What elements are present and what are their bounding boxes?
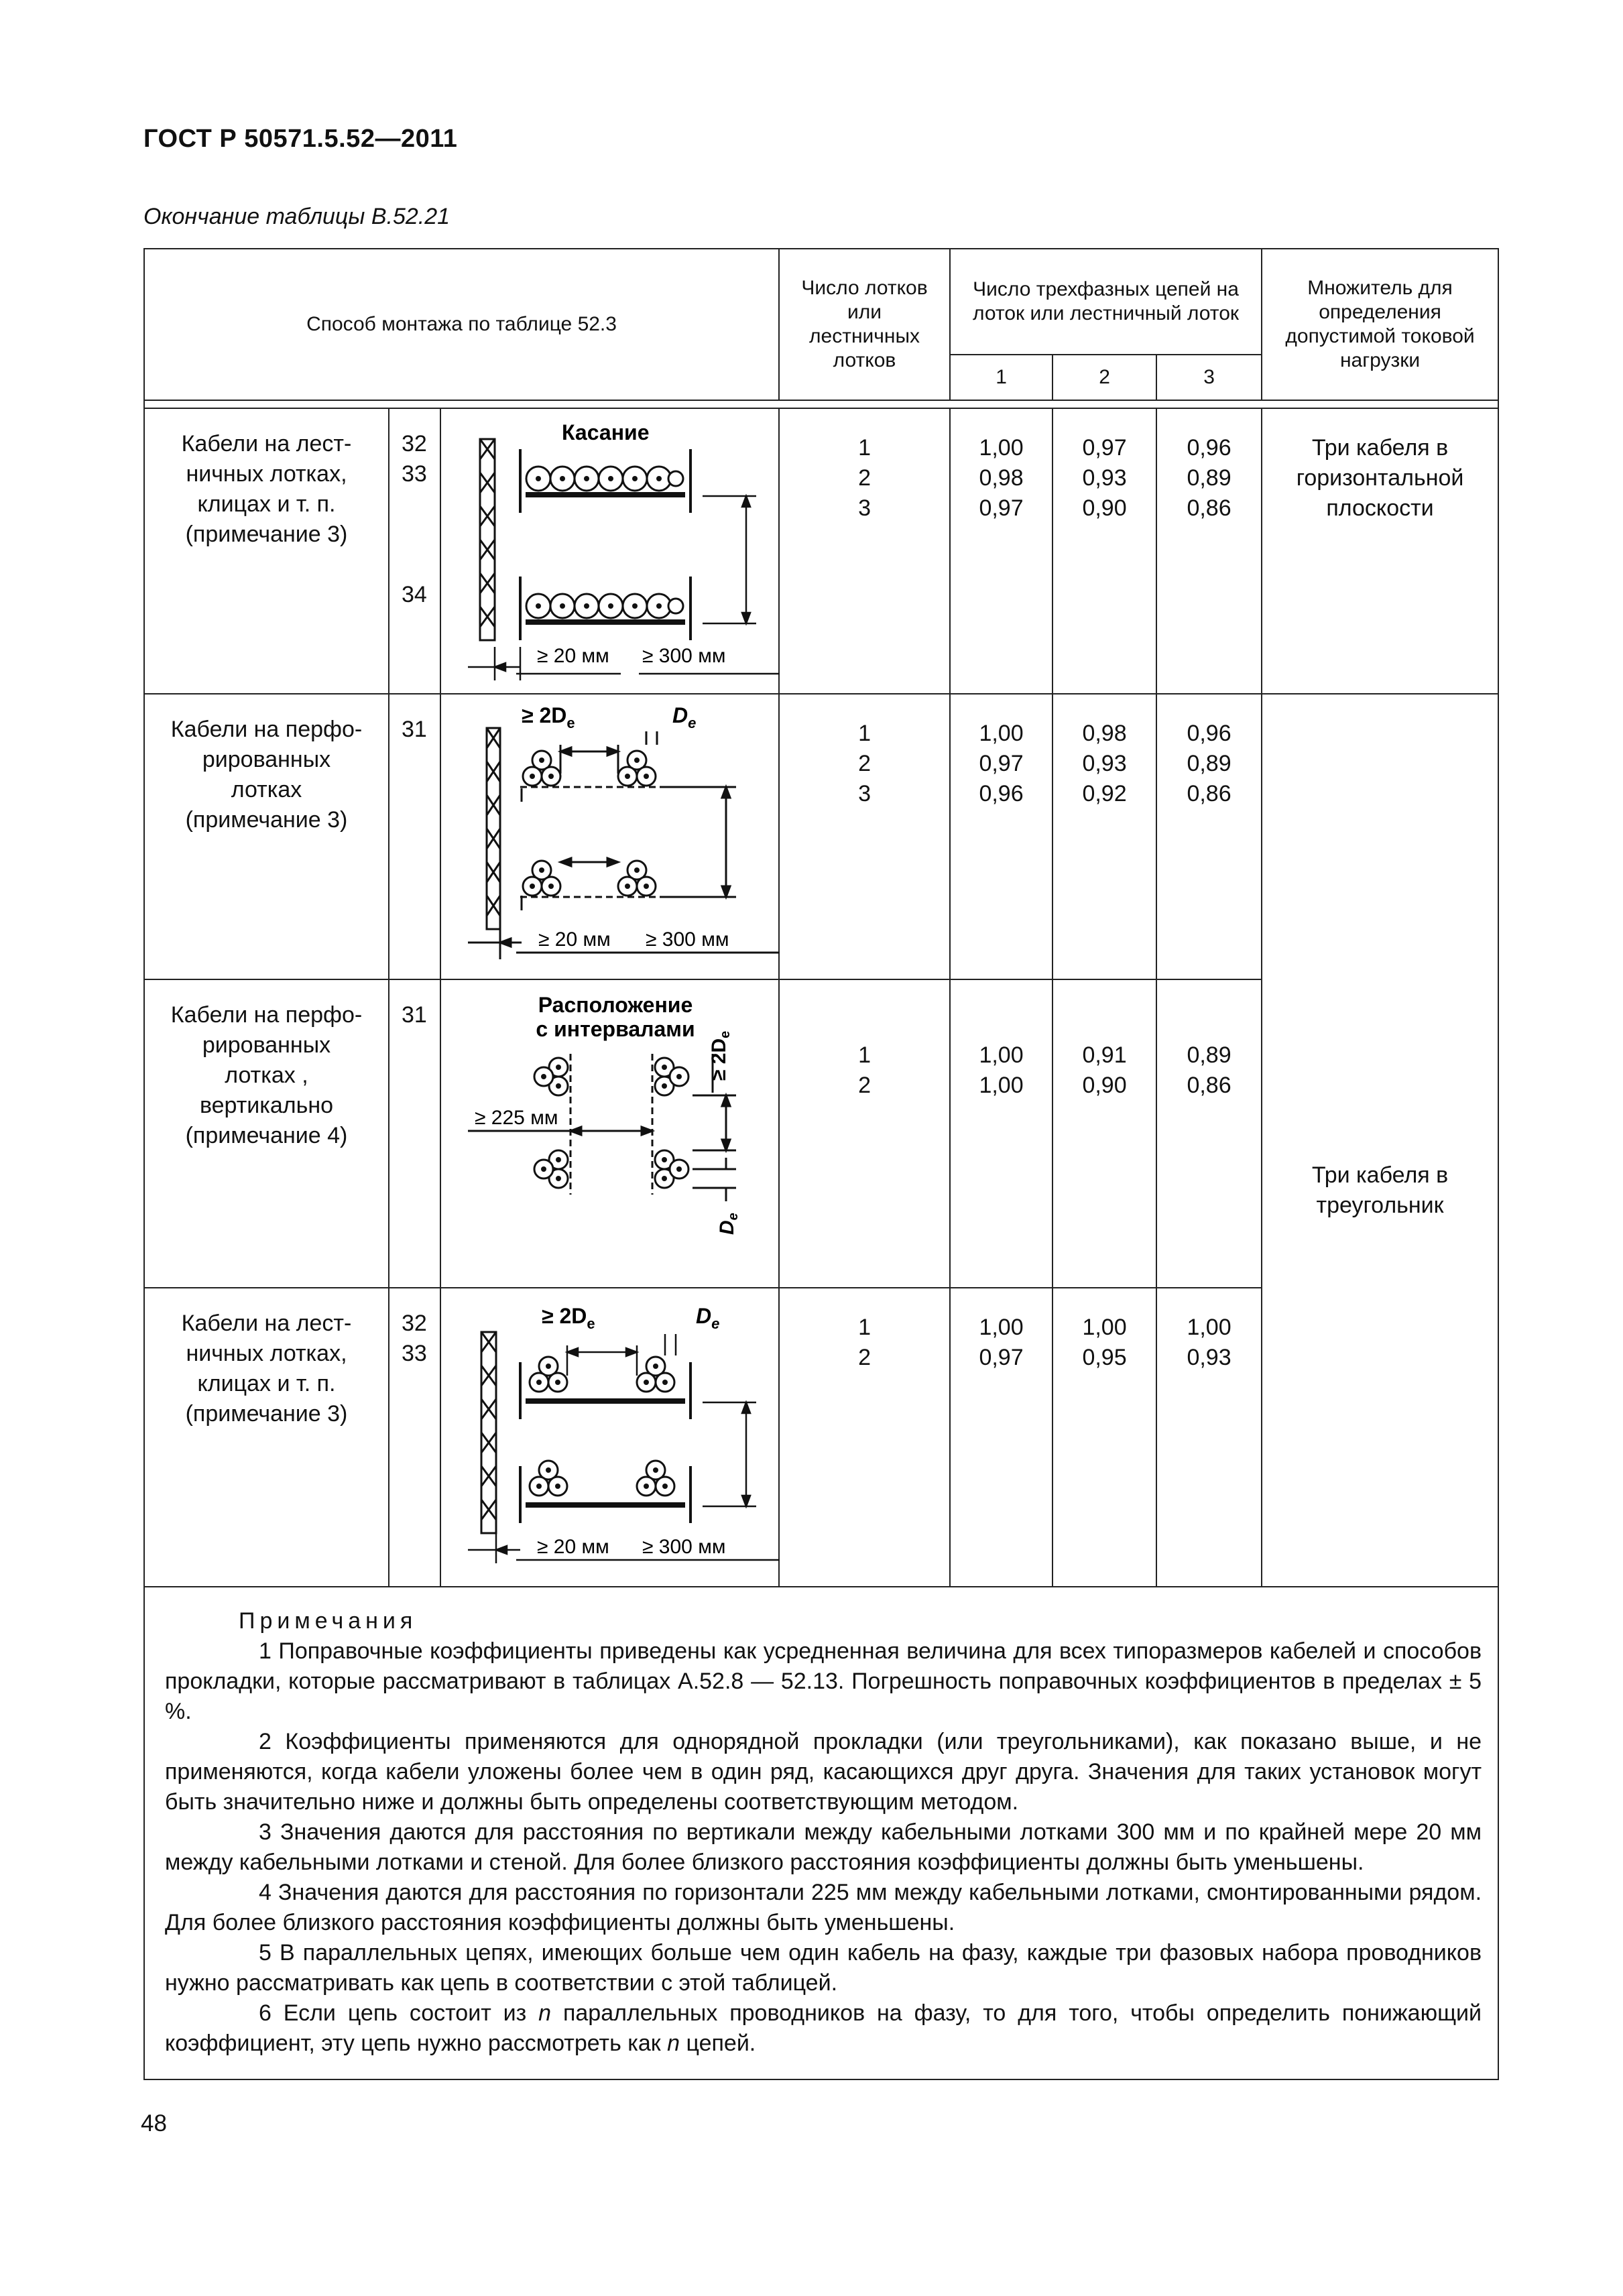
svg-text:с интервалами: с интервалами (536, 1017, 695, 1041)
note-5: 5 В параллельных цепях, имеющих больше чем один кабель на фазу, каждые три фазовых набора проводников нужно рассматривать как цепь в соответствии с этой таблицей. (165, 1940, 1482, 1996)
head-multiplier: Множитель для определения допустимой токовой нагрузки (1262, 249, 1498, 400)
notes (144, 1587, 1498, 2079)
note-1: 1 Поправочные коэффициенты приведены как усредненная величина для всех типоразмеров кабелей и способов прокладки, которые рассматривают в таблицах А.52.8 — 52.13. Погрешность поправочных коэффициентов в пределах ± 5 %. (165, 1638, 1482, 1724)
row1-trays: 1 2 3 (779, 408, 950, 694)
trefoil-group (523, 751, 656, 896)
head-col-1: 1 (950, 355, 1053, 400)
row3-col2: 0,91 0,90 (1053, 979, 1156, 1288)
perforated-tray-trefoil-diagram (441, 694, 780, 979)
head-col-3: 3 (1156, 355, 1262, 400)
fig1-label: Касание (562, 420, 650, 444)
row1-multiplier: Три кабеля в горизонтальной плоскости (1262, 408, 1498, 694)
row1-methods: 32 33 34 (389, 408, 440, 694)
row4-methods: 32 33 (389, 1288, 440, 1587)
row2-4-multiplier: Три кабеля в треугольник (1262, 694, 1498, 1587)
row3-description: Кабели на перфо- рированных лотках , вертикально (примечание 4) (144, 979, 389, 1288)
row4-col1: 1,00 0,97 (950, 1288, 1053, 1587)
svg-text:≥ 300 мм: ≥ 300 мм (642, 1536, 726, 1558)
row1-col2: 0,97 0,93 0,90 (1053, 408, 1156, 694)
row2-col1: 1,00 0,97 0,96 (950, 694, 1053, 979)
row2-figure (440, 694, 779, 979)
row3-methods: 31 (389, 979, 440, 1288)
vertical-tray-spaced-diagram (441, 980, 780, 1287)
row3-figure (440, 979, 779, 1288)
svg-text:≥ 2De: ≥ $2D_e$ (522, 703, 575, 731)
notes-title: Примечания (239, 1608, 418, 1634)
notes-row (144, 1587, 1498, 2079)
row4-description: Кабели на лест- ничных лотках, клицах и т. п. (примечание 3) (144, 1288, 389, 1587)
head-col-2: 2 (1053, 355, 1156, 400)
svg-text:Расположение: Расположение (538, 993, 693, 1017)
ladder-tray-trefoil-diagram (441, 1288, 780, 1586)
row3-col1: 1,00 1,00 (950, 979, 1053, 1288)
row2-methods: 31 (389, 694, 440, 979)
svg-text:De: $D_e$ (696, 1304, 720, 1332)
note-6: 6 Если цепь состоит из n параллельных проводников на фазу, то для того, чтобы определить понижающий коэффициент, эту цепь нужно рассмотреть как n цепей. (165, 2000, 1482, 2056)
row4-trays: 1 2 (779, 1288, 950, 1587)
row2-trays: 1 2 3 (779, 694, 950, 979)
svg-text:≥ 20 мм: ≥ 20 мм (537, 1536, 609, 1558)
note-4: 4 Значения даются для расстояния по горизонтали 225 мм между кабельными лотками, смонтированными рядом. Для более близкого расстояния коэффициенты должны быть уменьшены. (165, 1880, 1482, 1935)
svg-text:De: $D_e$ (716, 1213, 741, 1235)
row2-col2: 0,98 0,93 0,92 (1053, 694, 1156, 979)
svg-text:≥ 300 мм: ≥ 300 мм (646, 928, 729, 951)
row1-figure (440, 408, 779, 694)
table-row (144, 408, 1498, 694)
document-id: ГОСТ Р 50571.5.52—2011 (143, 125, 458, 153)
svg-text:≥ 2De: ≥ $2D_e$ (708, 1030, 733, 1081)
row3-trays: 1 2 (779, 979, 950, 1288)
note-3: 3 Значения даются для расстояния по вертикали между кабельными лотками 300 мм и по крайней мере 20 мм между кабельными лотками и стеной. Для более близкого расстояния коэффициенты должны быть уменьшены. (165, 1819, 1482, 1875)
svg-text:≥ 2De: ≥ $2D_e$ (542, 1304, 595, 1332)
fig1-dim-wall: ≥ 20 мм (537, 645, 609, 667)
head-circuits: Число трехфазных цепей на лоток или лестничный лоток (950, 249, 1262, 355)
fig1-dim-vertical: ≥ 300 мм (642, 645, 726, 667)
head-method: Способ монтажа по таблице 52.3 (144, 249, 779, 400)
svg-text:≥ 225 мм: ≥ 225 мм (475, 1107, 558, 1129)
row1-col1: 1,00 0,98 0,97 (950, 408, 1053, 694)
page-number: 48 (141, 2110, 167, 2136)
derating-table (143, 248, 1499, 2080)
svg-text:≥ 20 мм: ≥ 20 мм (538, 928, 611, 951)
svg-text:De: $D_e$ (672, 703, 697, 731)
row4-col2: 1,00 0,95 (1053, 1288, 1156, 1587)
row3-col3: 0,89 0,86 (1156, 979, 1262, 1288)
head-trays: Число лотков или лестничных лотков (779, 249, 950, 400)
row1-description: Кабели на лест- ничных лотках, клицах и т. п. (примечание 3) (144, 408, 389, 694)
table-continuation-caption: Окончание таблицы В.52.21 (143, 204, 450, 229)
ladder-tray-touching-diagram (441, 409, 780, 693)
tray-bottom (520, 577, 690, 640)
trefoil-group (530, 1357, 674, 1496)
row4-figure (440, 1288, 779, 1587)
note-2: 2 Коэффициенты применяются для однорядной прокладки (или треугольниками), как показано выше, и не применяются, когда кабели уложены более чем в один ряд, касающихся друг друга. Значения для таких установок могут быть значительно ниже и должны быть определены соответствующим методом. (165, 1729, 1482, 1815)
row2-col3: 0,96 0,89 0,86 (1156, 694, 1262, 979)
row1-col3: 0,96 0,89 0,86 (1156, 408, 1262, 694)
table-row (144, 694, 1498, 979)
row2-description: Кабели на перфо- рированных лотках (примечание 3) (144, 694, 389, 979)
row4-col3: 1,00 0,93 (1156, 1288, 1262, 1587)
tray-top (520, 449, 690, 513)
